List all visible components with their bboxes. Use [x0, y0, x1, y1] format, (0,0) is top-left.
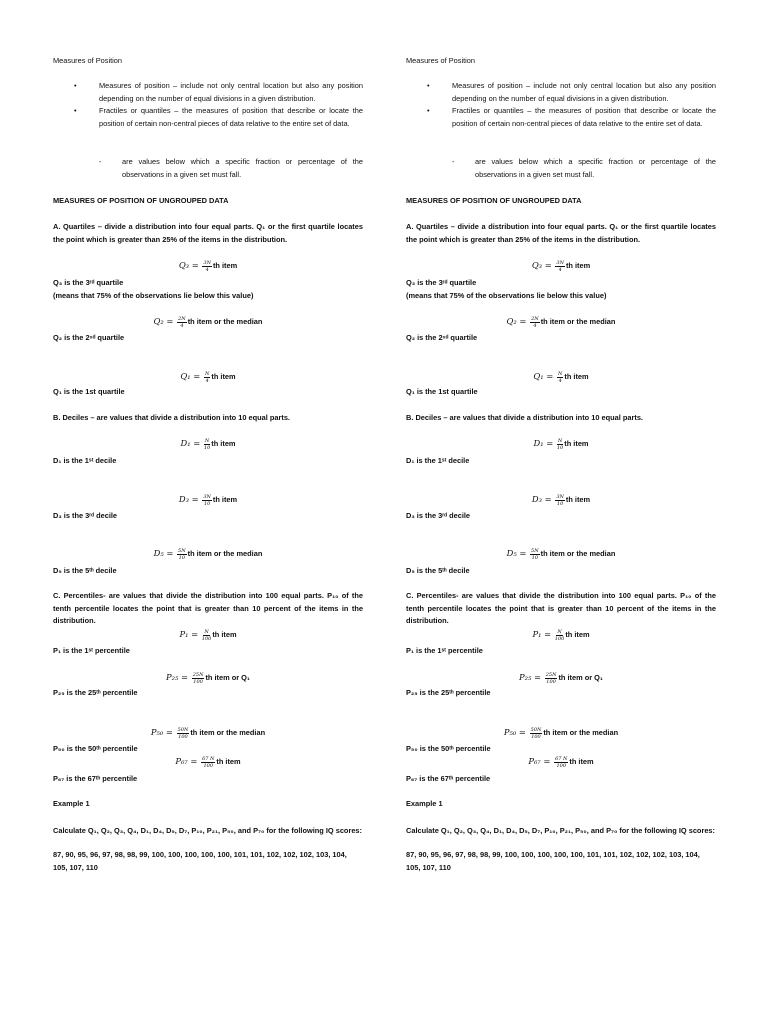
numerator: N [204, 628, 209, 635]
formula-lhs: P₂₅ = [519, 672, 544, 682]
bullet-text: Measures of position – include not only central location but also any position depending on the number of equal divisions in a given distribution. [452, 81, 716, 103]
bullet-item [53, 105, 363, 130]
formula-tail: th item [565, 495, 591, 504]
fraction [557, 438, 563, 451]
denominator: 100 [201, 635, 212, 642]
formula-p1 [53, 628, 363, 642]
denominator: 4 [205, 377, 209, 384]
percentiles-intro: C. Percentiles- are values that divide the distribution into 100 equal parts. P₁₀ of the tenth percentile locates the point that is greater than 10 percent of the items in the distribution. [53, 591, 363, 626]
sub-bullet-text: are values below which a specific fraction or percentage of the observations in a given set must fall. [122, 157, 363, 179]
formula-tail: th item [565, 261, 591, 270]
formula-p50 [53, 726, 363, 740]
formula-tail: th item or the median [187, 549, 263, 558]
formula-lhs: D₅ = [153, 548, 177, 558]
denominator: 10 [531, 554, 539, 561]
formula-d3 [53, 493, 363, 507]
formula-lhs: D₁ = [180, 438, 203, 448]
numerator: 25N [545, 671, 557, 678]
formula-tail: th item or the median [540, 317, 616, 326]
fraction [204, 438, 210, 451]
formula-tail: th item or the median [190, 728, 266, 737]
q3-label: Q₃ is the 3ʳᵈ quartile [53, 278, 124, 287]
denominator: 4 [533, 322, 537, 329]
bullet-text: Fractiles or quantiles – the measures of position that describe or locate the position of certain non-central pieces of data relative to the entire set of data. [99, 106, 363, 128]
d1-label: D₁ is the 1ˢᵗ decile [406, 456, 470, 465]
bullet-text: Measures of position – include not only central location but also any position depending on the number of equal divisions in a given distribution. [99, 81, 363, 103]
denominator: 10 [178, 554, 186, 561]
denominator: 100 [193, 678, 203, 685]
formula-d3 [406, 493, 716, 507]
numerator: N [557, 628, 562, 635]
d5-label: D₅ is the 5ᵗʰ decile [53, 566, 117, 575]
d3-label: D₃ is the 3ʳᵈ decile [53, 511, 118, 520]
bullet-dot-icon: • [427, 81, 430, 90]
fraction [201, 756, 215, 769]
document-column-left [53, 0, 369, 1024]
formula-p50 [406, 726, 716, 740]
formula-tail: th item [212, 261, 238, 270]
formula-lhs: Q₂ = [153, 316, 177, 326]
formula-q1 [53, 370, 363, 384]
quartiles-intro: A. Quartiles – divide a distribution into four equal parts. Q₁ or the first quartile locates the point which is greater than 25% of the items in the distribution. [406, 222, 716, 244]
numerator: 5N [178, 547, 186, 554]
denominator: 10 [203, 444, 211, 451]
d5-label: D₅ is the 5ᵗʰ decile [406, 566, 470, 575]
quartiles-intro: A. Quartiles – divide a distribution into four equal parts. Q₁ or the first quartile locates the point which is greater than 25% of the items in the distribution. [53, 222, 363, 244]
section-title: MEASURES OF POSITION OF UNGROUPED DATA [406, 196, 582, 205]
fraction [202, 629, 212, 642]
formula-lhs: Q₁ = [533, 371, 556, 381]
bullet-item [406, 80, 716, 105]
formula-lhs: P₅₀ = [503, 727, 529, 737]
formula-q2 [406, 315, 716, 329]
numerator: 67 N [202, 755, 215, 762]
formula-q3 [53, 259, 363, 273]
formula-p67 [406, 755, 716, 769]
formula-tail: th item [564, 372, 589, 381]
denominator: 4 [205, 266, 209, 273]
q1-label: Q₁ is the 1st quartile [406, 387, 478, 396]
denominator: 10 [556, 500, 564, 507]
formula-lhs: Q₂ = [506, 316, 530, 326]
heading: Measures of Position [53, 56, 123, 65]
p25-label: P₂₅ is the 25ᵗʰ percentile [53, 688, 138, 697]
d1-label: D₁ is the 1ˢᵗ decile [53, 456, 117, 465]
numerator: 2N [178, 315, 186, 322]
formula-lhs: D₃ = [531, 494, 555, 504]
formula-tail: th item [564, 439, 589, 448]
numerator: 3N [203, 493, 211, 500]
formula-p25 [406, 671, 716, 685]
formula-tail: th item or Q₁ [205, 673, 250, 682]
numerator: N [557, 437, 563, 444]
fraction [555, 494, 565, 507]
percentiles-intro: C. Percentiles- are values that divide the distribution into 100 equal parts. P₁₀ of the tenth percentile locates the point that is greater than 10 percent of the items in the distribution. [406, 591, 716, 626]
formula-lhs: Q₃ = [178, 260, 202, 270]
numerator: 25N [192, 671, 204, 678]
formula-tail: th item or the median [540, 549, 616, 558]
p50-label: P₅₀ is the 50ᵗʰ percentile [406, 744, 491, 753]
sub-bullet-text: are values below which a specific fraction or percentage of the observations in a given set must fall. [475, 157, 716, 179]
denominator: 100 [554, 635, 565, 642]
formula-lhs: P₅₀ = [150, 727, 176, 737]
denominator: 100 [203, 762, 213, 769]
formula-d1 [406, 437, 716, 451]
formula-lhs: P₂₅ = [166, 672, 191, 682]
sub-bullet [99, 156, 363, 181]
dash-icon: - [452, 157, 455, 166]
heading: Measures of Position [406, 56, 476, 65]
section-title: MEASURES OF POSITION OF UNGROUPED DATA [53, 196, 229, 205]
example-prompt: Calculate Q₁, Q₂, Q₃, Q₄, D₁, D₄, D₅, D₇, P₁₀, P₂₁, P₅₀, and P₇₀ for the following IQ scores: [53, 826, 363, 835]
formula-lhs: P₁ = [179, 629, 201, 639]
denominator: 100 [556, 762, 566, 769]
dash-icon: - [99, 157, 102, 166]
formula-tail: th item [569, 757, 594, 766]
formula-q2 [53, 315, 363, 329]
fraction [204, 371, 210, 384]
denominator: 100 [531, 733, 541, 740]
numerator: N [557, 370, 563, 377]
numerator: N [204, 437, 210, 444]
numerator: 2N [531, 315, 539, 322]
fraction [530, 316, 540, 329]
example-title: Example 1 [406, 799, 443, 808]
fraction [202, 494, 212, 507]
example-title: Example 1 [53, 799, 90, 808]
deciles-intro: B. Deciles – are values that divide a distribution into 10 equal parts. [406, 413, 643, 422]
q1-label: Q₁ is the 1st quartile [53, 387, 125, 396]
numerator: 5N [531, 547, 539, 554]
denominator: 100 [546, 678, 556, 685]
numerator: 3N [556, 493, 564, 500]
formula-tail: th item or the median [543, 728, 619, 737]
formula-q1 [406, 370, 716, 384]
formula-lhs: D₅ = [506, 548, 530, 558]
q3-note: (means that 75% of the observations lie below this value) [406, 291, 607, 300]
p1-label: P₁ is the 1ˢᵗ percentile [53, 646, 130, 655]
q2-label: Q₂ is the 2ⁿᵈ quartile [406, 333, 478, 342]
example-prompt: Calculate Q₁, Q₂, Q₃, Q₄, D₁, D₄, D₅, D₇, P₁₀, P₂₁, P₅₀, and P₇₀ for the following IQ scores: [406, 826, 716, 835]
formula-lhs: P₁ = [532, 629, 554, 639]
formula-tail: th item or the median [187, 317, 263, 326]
sub-bullet [452, 156, 716, 181]
denominator: 10 [556, 444, 564, 451]
deciles-intro: B. Deciles – are values that divide a distribution into 10 equal parts. [53, 413, 290, 422]
p50-label: P₅₀ is the 50ᵗʰ percentile [53, 744, 138, 753]
numerator: 3N [556, 259, 564, 266]
formula-tail: th item [212, 495, 238, 504]
numerator: N [204, 370, 210, 377]
fraction [177, 727, 190, 740]
fraction [555, 629, 565, 642]
formula-lhs: Q₃ = [531, 260, 555, 270]
formula-d5 [53, 547, 363, 561]
formula-d1 [53, 437, 363, 451]
p67-label: P₆₇ is the 67ᵗʰ percentile [406, 774, 491, 783]
formula-lhs: D₁ = [533, 438, 556, 448]
p25-label: P₂₅ is the 25ᵗʰ percentile [406, 688, 491, 697]
d3-label: D₃ is the 3ʳᵈ decile [406, 511, 471, 520]
numerator: 67 N [555, 755, 568, 762]
example-scores: 87, 90, 95, 96, 97, 98, 98, 99, 100, 100, 100, 100, 100, 101, 101, 102, 102, 102, 103, 104, 105, 107, 110 [406, 850, 700, 872]
fraction [554, 756, 568, 769]
numerator: 3N [203, 259, 211, 266]
fraction [555, 260, 565, 273]
denominator: 100 [178, 733, 188, 740]
bullet-item [406, 105, 716, 130]
q3-label: Q₃ is the 3ʳᵈ quartile [406, 278, 477, 287]
fraction [545, 672, 558, 685]
formula-tail: th item [212, 630, 237, 639]
bullet-dot-icon: • [427, 106, 430, 116]
formula-lhs: P₆₇ = [528, 756, 554, 766]
denominator: 4 [558, 266, 562, 273]
formula-tail: th item [565, 630, 590, 639]
fraction [192, 672, 205, 685]
numerator: 50N [530, 726, 542, 733]
fraction [177, 316, 187, 329]
formula-tail: th item or Q₁ [558, 673, 603, 682]
q3-note: (means that 75% of the observations lie below this value) [53, 291, 254, 300]
formula-d5 [406, 547, 716, 561]
numerator: 50N [177, 726, 189, 733]
formula-lhs: Q₁ = [180, 371, 203, 381]
formula-lhs: D₃ = [178, 494, 202, 504]
formula-p1 [406, 628, 716, 642]
bullet-list [53, 80, 363, 130]
denominator: 10 [203, 500, 211, 507]
bullet-dot-icon: • [74, 106, 77, 116]
formula-tail: th item [216, 757, 241, 766]
fraction [530, 727, 543, 740]
q2-label: Q₂ is the 2ⁿᵈ quartile [53, 333, 125, 342]
fraction [530, 548, 540, 561]
formula-p67 [53, 755, 363, 769]
p1-label: P₁ is the 1ˢᵗ percentile [406, 646, 483, 655]
example-scores: 87, 90, 95, 96, 97, 98, 98, 99, 100, 100, 100, 100, 100, 101, 101, 102, 102, 102, 103, 104, 105, 107, 110 [53, 850, 347, 872]
bullet-item [53, 80, 363, 105]
denominator: 4 [558, 377, 562, 384]
fraction [177, 548, 187, 561]
p67-label: P₆₇ is the 67ᵗʰ percentile [53, 774, 138, 783]
formula-q3 [406, 259, 716, 273]
document-column-right [406, 0, 722, 1024]
fraction [202, 260, 212, 273]
formula-p25 [53, 671, 363, 685]
bullet-list [406, 80, 716, 130]
bullet-text: Fractiles or quantiles – the measures of position that describe or locate the position of certain non-central pieces of data relative to the entire set of data. [452, 106, 716, 128]
formula-tail: th item [211, 372, 236, 381]
bullet-dot-icon: • [74, 81, 77, 90]
fraction [557, 371, 563, 384]
formula-lhs: P₆₇ = [175, 756, 201, 766]
denominator: 4 [180, 322, 184, 329]
formula-tail: th item [211, 439, 236, 448]
